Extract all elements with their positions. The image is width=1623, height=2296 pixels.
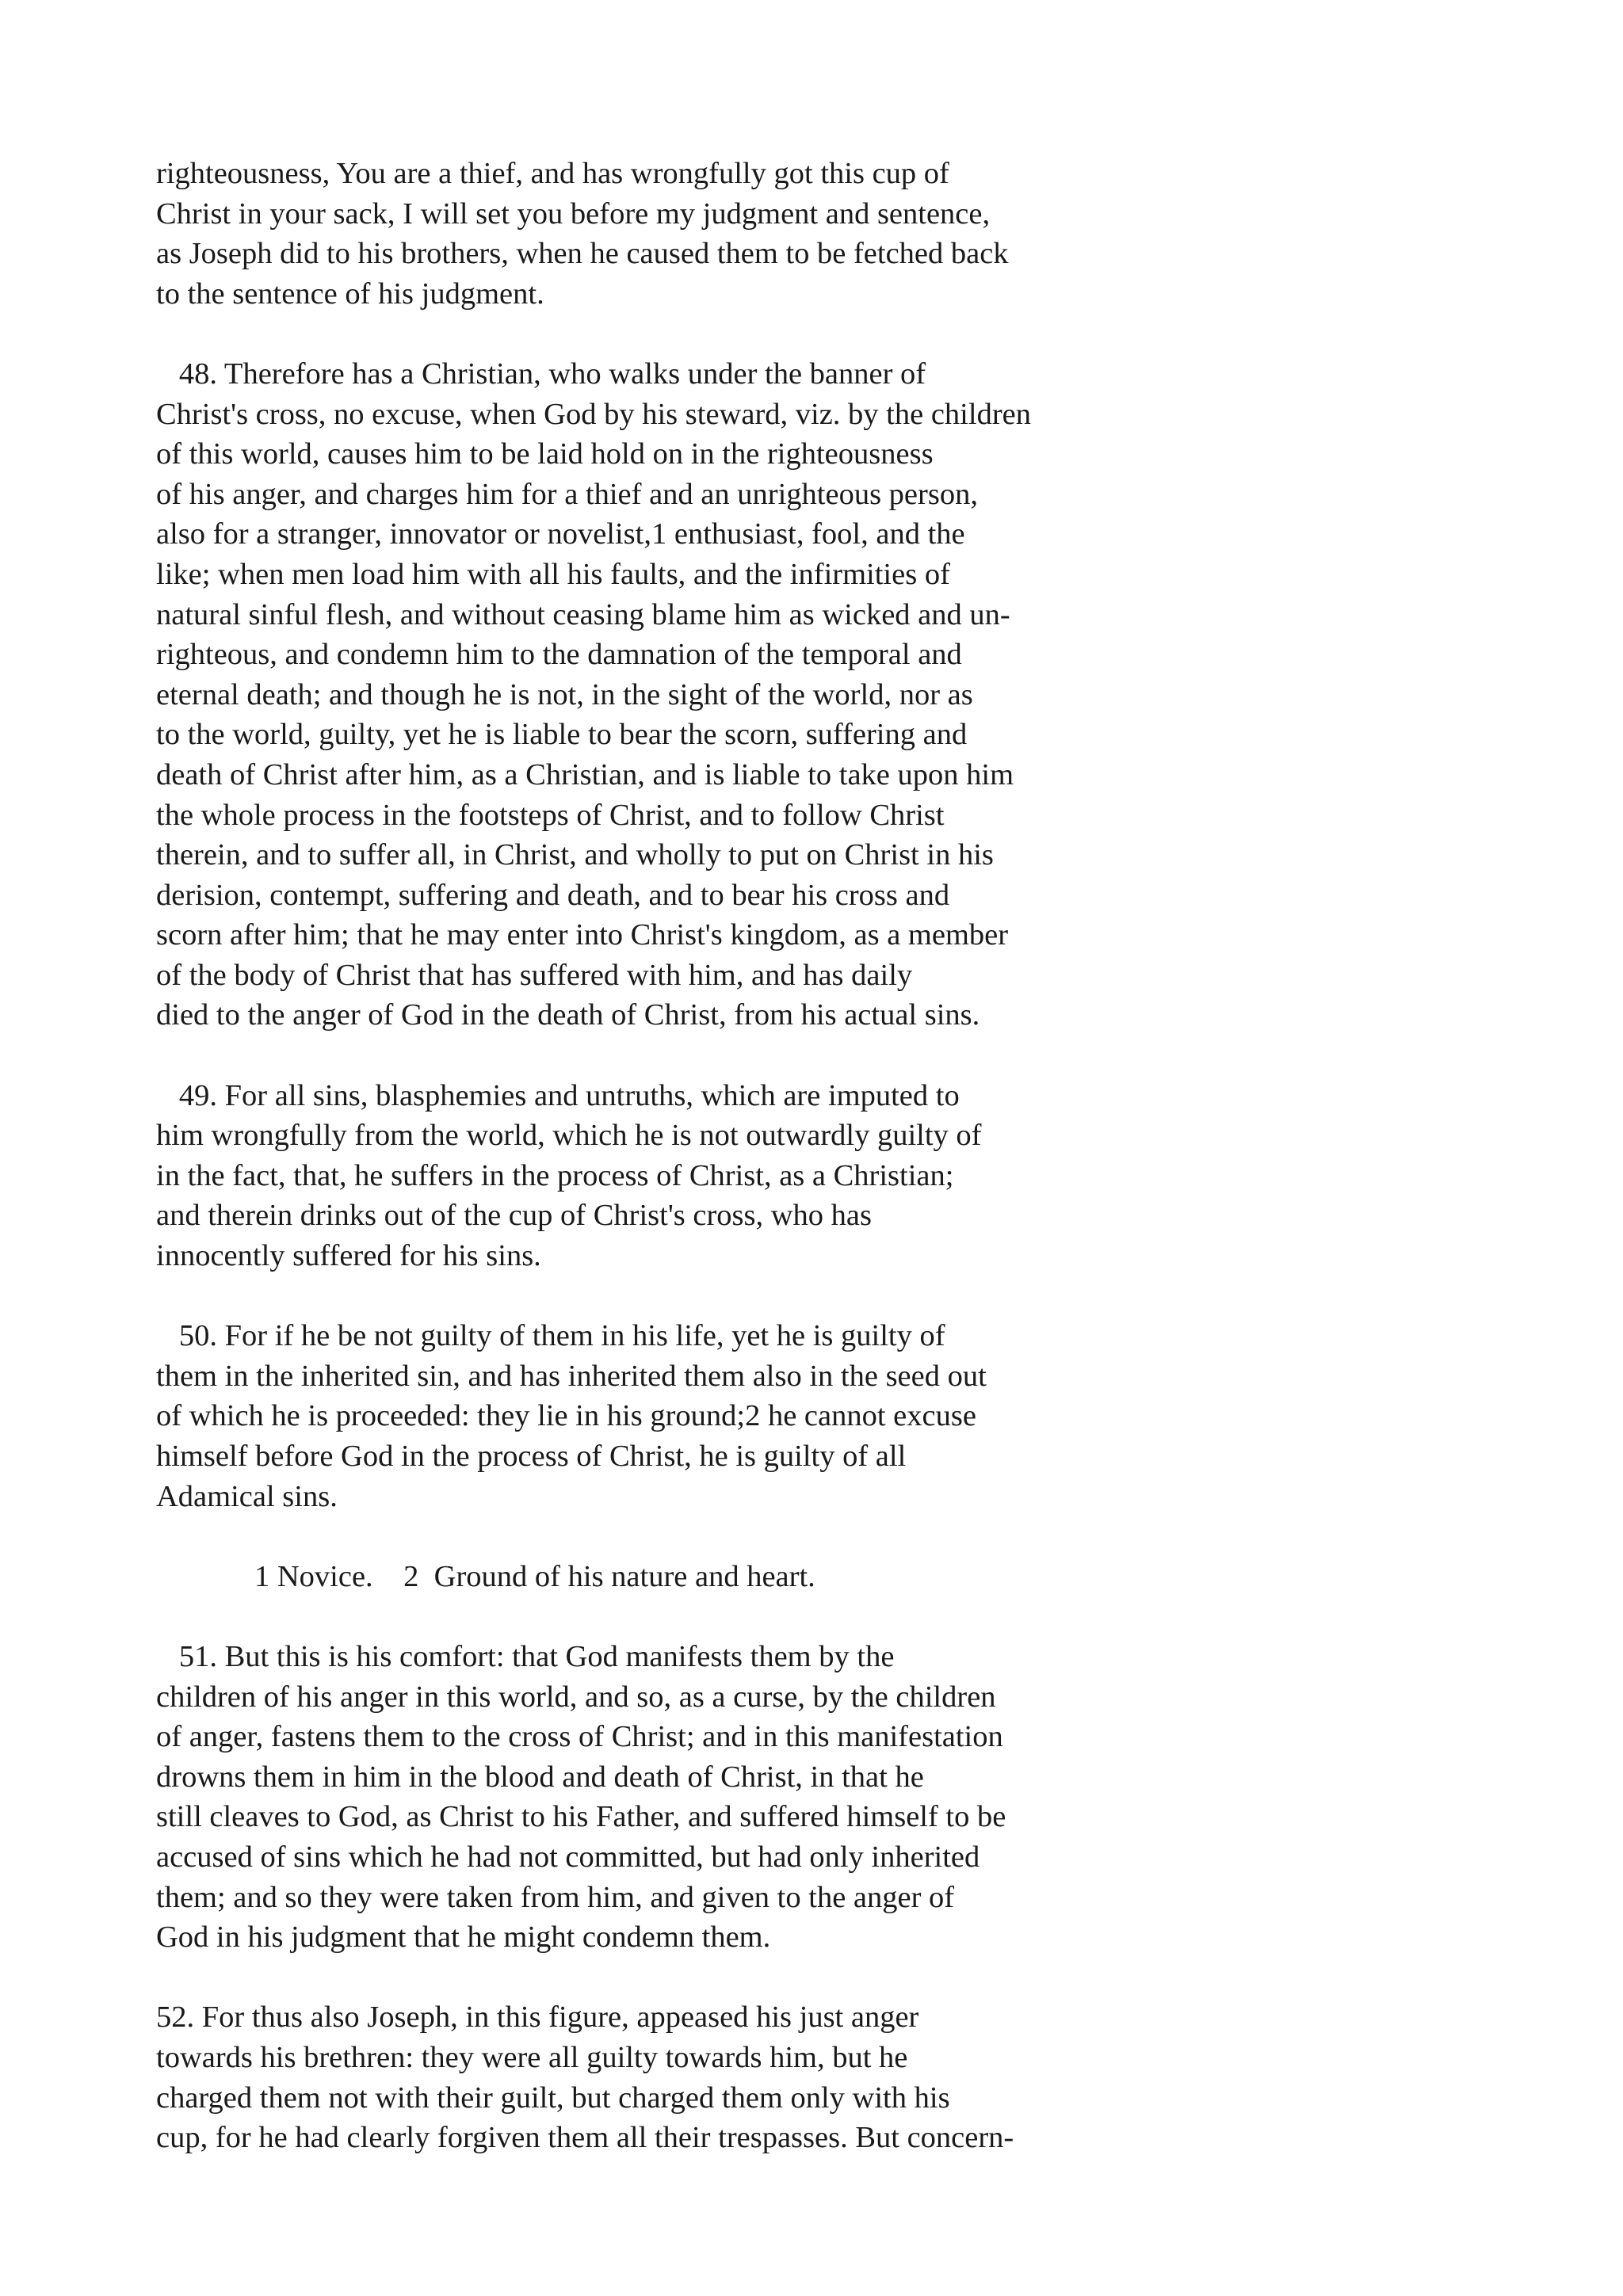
text-line: 52. For thus also Joseph, in this figure, appeased his just anger	[156, 2000, 919, 2035]
text-line: Adamical sins.	[156, 1479, 338, 1513]
text-line: to the sentence of his judgment.	[156, 277, 544, 311]
text-line: the whole process in the footsteps of Christ, and to follow Christ	[156, 798, 945, 832]
text-line: charged them not with their guilt, but charged them only with his	[156, 2081, 950, 2115]
text-line: like; when men load him with all his faults, and the infirmities of	[156, 557, 950, 591]
paragraph-48	[156, 354, 1503, 1035]
text-line: of the body of Christ that has suffered with him, and has daily	[156, 958, 913, 992]
text-line: as Joseph did to his brothers, when he caused them to be fetched back	[156, 237, 1009, 271]
document-page	[156, 154, 1503, 2198]
text-line: Christ in your sack, I will set you before my judgment and sentence,	[156, 196, 991, 231]
text-line: death of Christ after him, as a Christian, and is liable to take upon him	[156, 757, 1014, 791]
text-line: accused of sins which he had not committed, but had only inherited	[156, 1840, 980, 1874]
text-line: eternal death; and though he is not, in the sight of the world, nor as	[156, 677, 973, 711]
text-line: derision, contempt, suffering and death, and to bear his cross and	[156, 878, 950, 912]
text-line: them in the inherited sin, and has inherited them also in the seed out	[156, 1359, 987, 1393]
text-line: innocently suffered for his sins.	[156, 1239, 541, 1273]
text-line: natural sinful flesh, and without ceasing blame him as wicked and un-	[156, 597, 1010, 631]
text-line: himself before God in the process of Christ, he is guilty of all	[156, 1440, 907, 1473]
text-line: towards his brethren: they were all guilty towards him, but he	[156, 2040, 908, 2074]
text-line: 48. Therefore has a Christian, who walks under the banner of	[156, 357, 926, 391]
text-line: 50. For if he be not guilty of them in his life, yet he is guilty of	[156, 1319, 945, 1353]
text-line: drowns them in him in the blood and death of Christ, in that he	[156, 1760, 924, 1794]
text-line: God in his judgment that he might condemn them.	[156, 1920, 771, 1955]
text-line: died to the anger of God in the death of Christ, from his actual sins.	[156, 998, 980, 1032]
text-line: of which he is proceeded: they lie in his ground;2 he cannot excuse	[156, 1399, 976, 1433]
paragraph-51	[156, 1637, 1503, 1958]
footnotes	[156, 1557, 1503, 1597]
paragraph-52	[156, 1997, 1503, 2157]
text-line: of his anger, and charges him for a thief and an unrighteous person,	[156, 477, 978, 511]
paragraph-49	[156, 1076, 1503, 1276]
text-line: cup, for he had clearly forgiven them all their trespasses. But concern-	[156, 2121, 1014, 2155]
text-line: to the world, guilty, yet he is liable to bear the scorn, suffering and	[156, 718, 968, 752]
text-line: 51. But this is his comfort: that God manifests them by the	[156, 1639, 895, 1673]
text-line: Christ's cross, no excuse, when God by his steward, viz. by the children	[156, 397, 1031, 431]
text-line: still cleaves to God, as Christ to his Father, and suffered himself to be	[156, 1800, 1006, 1834]
footnote-line: 1 Novice. 2 Ground of his nature and heart.	[254, 1559, 815, 1593]
text-line: of this world, causes him to be laid hold on in the righteousness	[156, 437, 934, 471]
text-line: righteous, and condemn him to the damnation of the temporal and	[156, 638, 962, 672]
text-line: in the fact, that, he suffers in the process of Christ, as a Christian;	[156, 1158, 954, 1192]
text-line: therein, and to suffer all, in Christ, and wholly to put on Christ in his	[156, 838, 994, 872]
text-line: them; and so they were taken from him, and given to the anger of	[156, 1880, 955, 1914]
text-line: righteousness, You are a thief, and has wrongfully got this cup of	[156, 157, 949, 190]
text-line: and therein drinks out of the cup of Christ's cross, who has	[156, 1199, 872, 1233]
text-line: of anger, fastens them to the cross of Christ; and in this manifestation	[156, 1720, 1003, 1754]
text-line: scorn after him; that he may enter into Christ's kingdom, as a member	[156, 918, 1009, 952]
text-line: children of his anger in this world, and so, as a curse, by the children	[156, 1680, 996, 1714]
paragraph-continued	[156, 154, 1503, 314]
paragraph-50	[156, 1316, 1503, 1516]
text-line: also for a stranger, innovator or novelist,1 enthusiast, fool, and the	[156, 517, 965, 551]
text-line: him wrongfully from the world, which he is not outwardly guilty of	[156, 1119, 982, 1153]
text-line: 49. For all sins, blasphemies and untruths, which are imputed to	[156, 1078, 960, 1112]
